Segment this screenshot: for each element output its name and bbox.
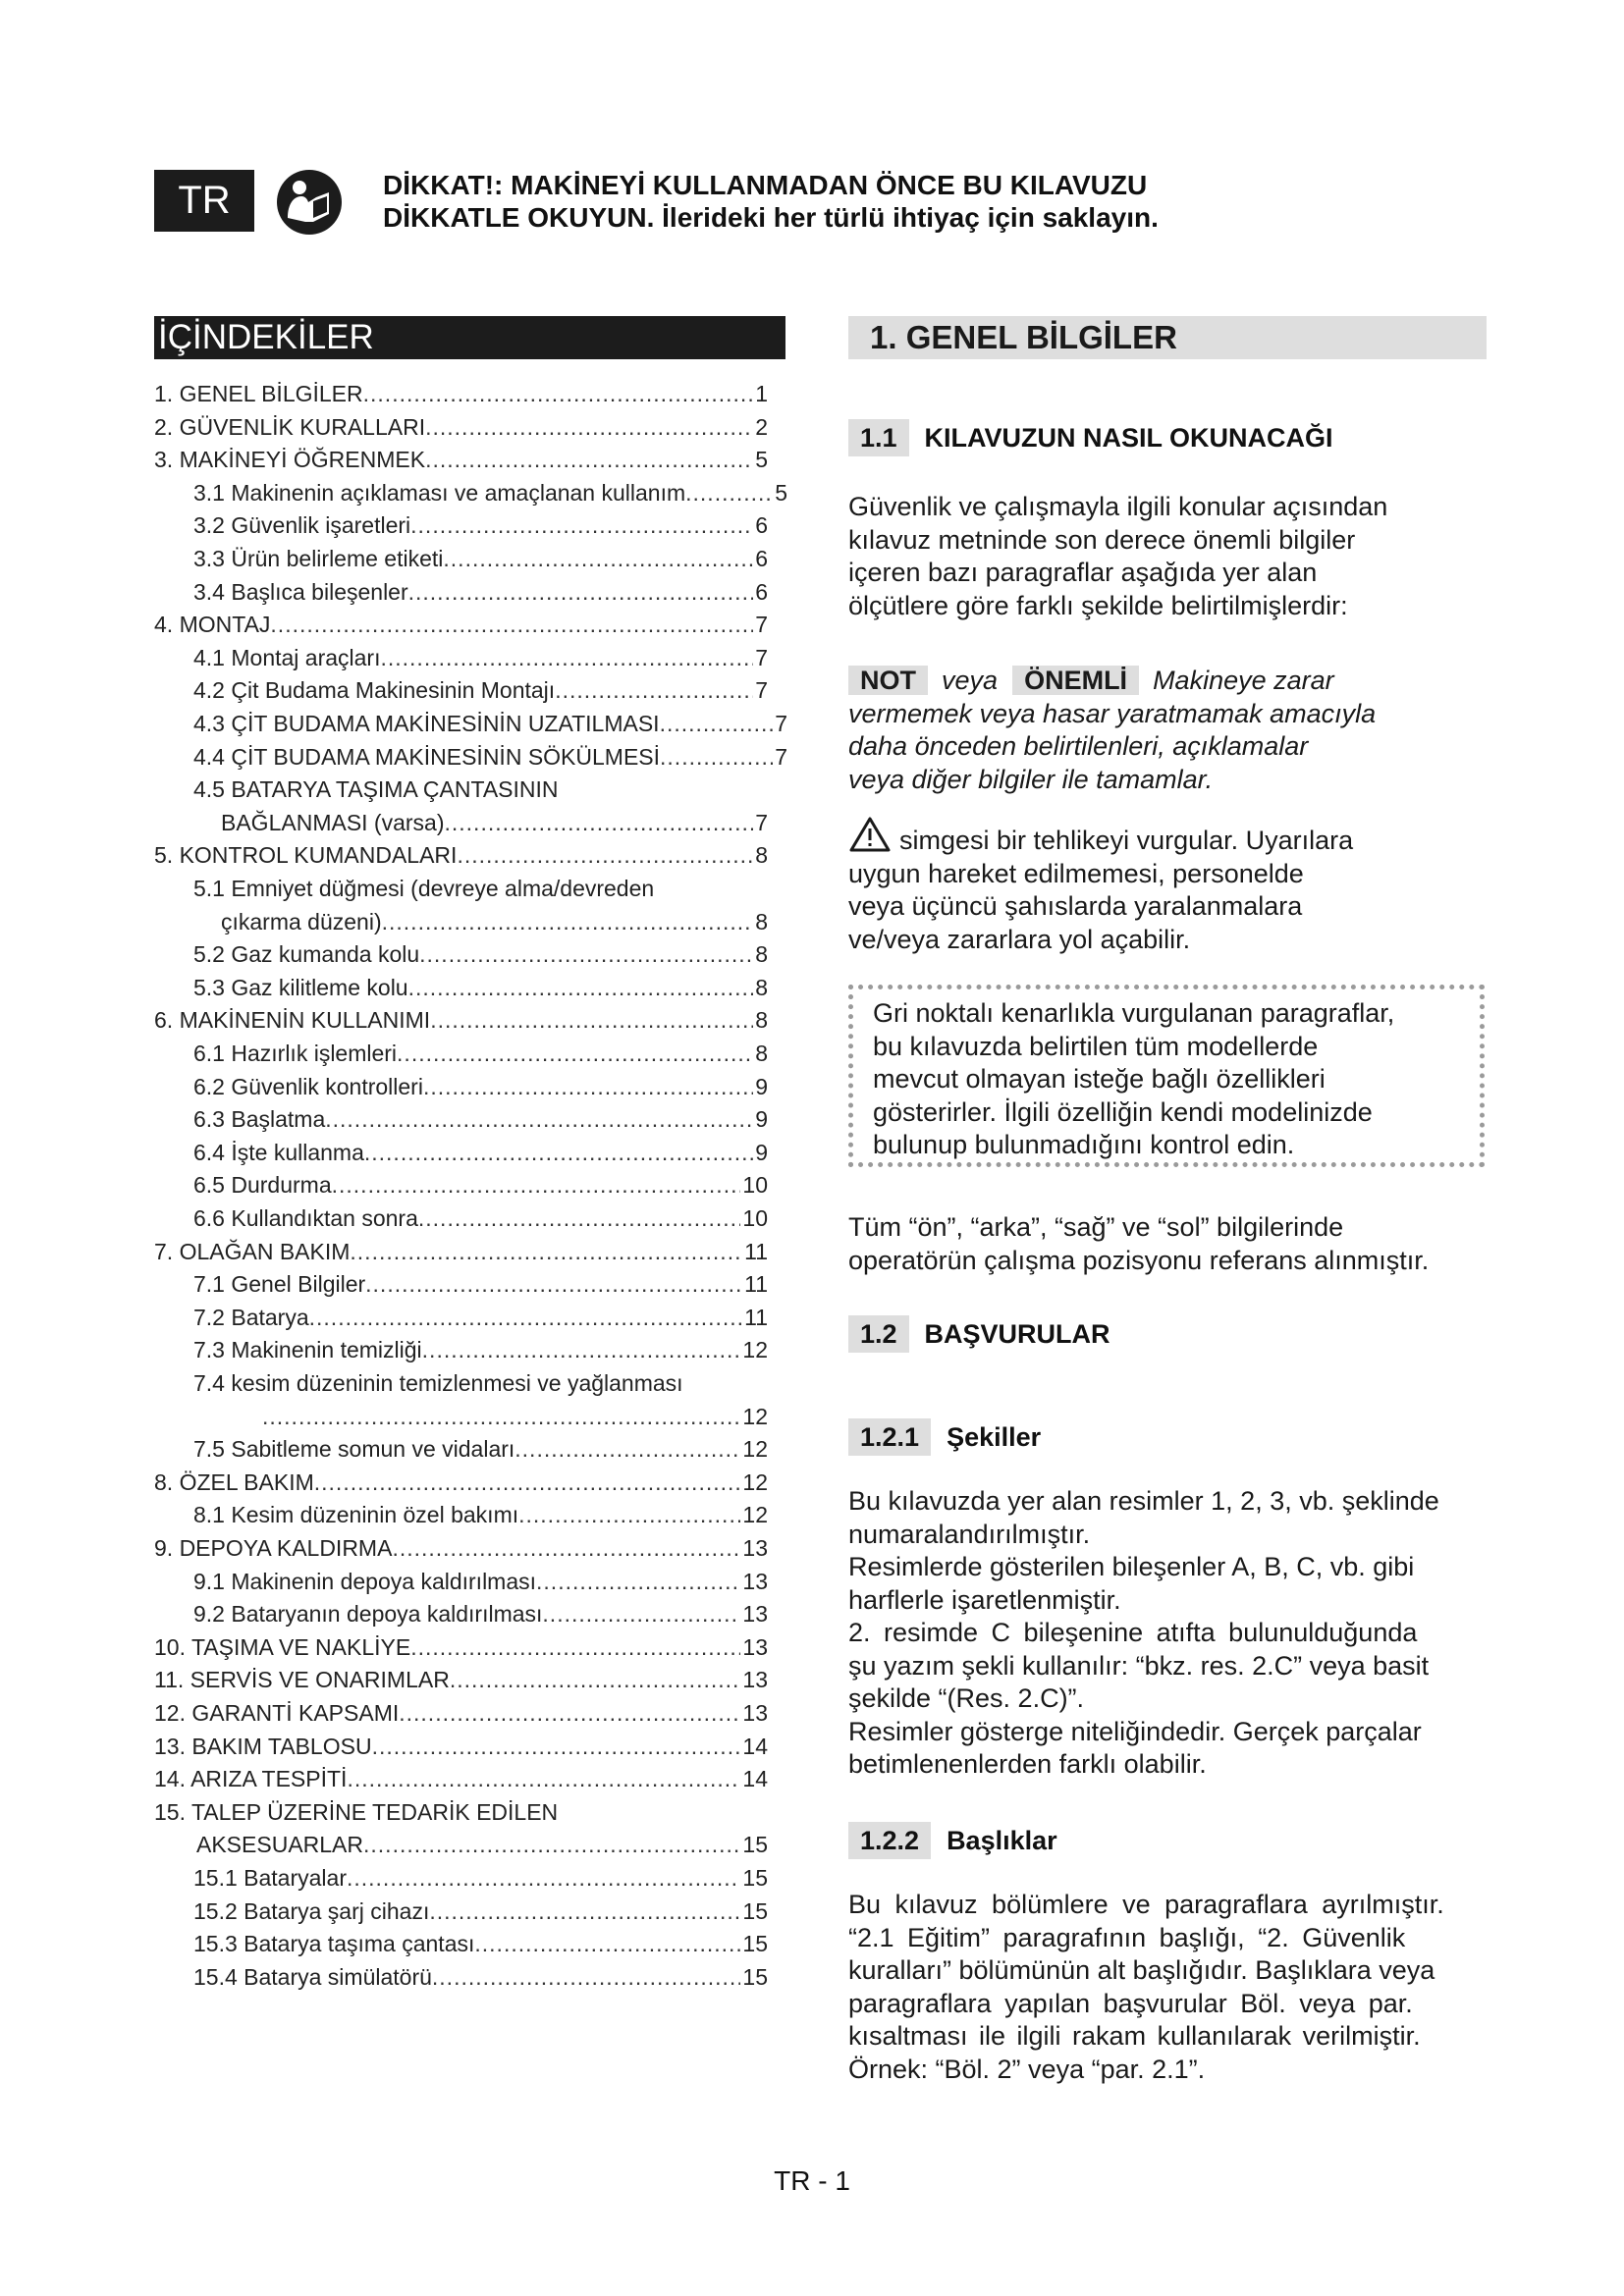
toc-leader-dots <box>474 1931 740 1957</box>
subsection-title: Başlıklar <box>947 1825 1057 1855</box>
toc-leader-dots <box>425 414 753 441</box>
subsection-title: Şekiller <box>947 1421 1042 1452</box>
toc-leader-dots <box>382 909 754 935</box>
toc-entry-page: 8 <box>755 908 768 934</box>
toc-entry-page: 7 <box>755 677 768 704</box>
toc-entry-title: 11. SERVİS VE ONARIMLAR <box>154 1667 450 1693</box>
toc-entry <box>193 776 768 808</box>
toc-entry-page: 9 <box>755 1073 768 1099</box>
toc-entry-page: 6 <box>755 512 768 539</box>
toc-leader-dots <box>262 1404 740 1430</box>
toc-entry-title: 6.4 İşte kullanma <box>193 1139 364 1165</box>
text-line: uygun hareket edilmemesi, personelde <box>848 858 1304 888</box>
text-line: gösterirler. İlgili özelliğin kendi modelinizde <box>873 1096 1373 1127</box>
toc-entry-title: 15.4 Batarya simülatörü <box>193 1963 432 1990</box>
toc-entry-page: 5 <box>775 479 787 506</box>
toc-entry-title: 5.1 Emniyet düğmesi (devreye alma/devreden <box>193 876 655 901</box>
toc-entry-page: 10 <box>742 1172 768 1199</box>
toc-leader-dots <box>397 1041 753 1067</box>
note-paragraph <box>848 665 1487 796</box>
toc-entry-page: 8 <box>755 974 768 1000</box>
header-line-2: DİKKATLE OKUYUN. İlerideki her türlü ihtiyaç için saklayın. <box>383 202 1159 233</box>
toc-title: İÇİNDEKİLER <box>154 316 785 359</box>
toc-leader-dots <box>685 480 773 507</box>
toc-leader-dots <box>270 612 753 638</box>
toc-entry-page: 7 <box>775 711 787 736</box>
toc-entry-title: 14. ARIZA TESPİTİ <box>154 1766 348 1792</box>
toc-entry <box>193 1601 768 1632</box>
toc-entry <box>154 1239 768 1270</box>
text-line: bulunup bulunmadığını kontrol edin. <box>873 1130 1295 1159</box>
header-line-1: DİKKAT!: MAKİNEYİ KULLANMADAN ÖNCE BU KILAVUZU <box>383 170 1148 200</box>
toc-leader-dots <box>410 512 753 539</box>
toc-entry-title: BAĞLANMASI (varsa) <box>221 809 445 835</box>
subsection-1-1-heading <box>848 419 1333 456</box>
text-line: Güvenlik ve çalışmayla ilgili konular açısından <box>848 492 1388 521</box>
text-line: veya üçüncü şahıslarda yaralanmalara <box>848 891 1303 921</box>
toc-entry <box>193 1569 768 1600</box>
toc-entry-title: 3.2 Güvenlik işaretleri <box>193 512 411 539</box>
note-line-1: Makineye zarar <box>1153 666 1334 695</box>
toc-leader-dots <box>429 1898 740 1925</box>
toc-entry-title: 9.2 Bataryanın depoya kaldırılması <box>193 1601 543 1628</box>
toc-entry <box>193 876 768 907</box>
subsection-number: 1.2.1 <box>848 1418 931 1456</box>
toc-entry <box>193 1106 768 1138</box>
toc-entry-page: 13 <box>742 1535 768 1561</box>
text-line: bu kılavuzda belirtilen tüm modellerde <box>873 1031 1319 1061</box>
toc-entry-page: 7 <box>755 612 768 638</box>
toc-entry-title: 6.2 Güvenlik kontrolleri <box>193 1073 423 1099</box>
text-line: ve/veya zararlara yol açabilir. <box>848 924 1191 954</box>
subsection-1-2-2-heading <box>848 1822 1057 1859</box>
toc-entry-page: 8 <box>755 842 768 869</box>
toc-entry-page: 12 <box>742 1502 768 1528</box>
toc-entry-title: 6.1 Hazırlık işlemleri <box>193 1041 398 1066</box>
toc-entry-title: 5. KONTROL KUMANDALARI <box>154 842 458 869</box>
header-warning <box>383 169 1159 234</box>
toc-leader-dots <box>363 381 754 407</box>
toc-entry-page: 7 <box>775 743 787 770</box>
text-line: operatörün çalışma pozisyonu referans alınmıştır. <box>848 1245 1430 1275</box>
toc-entry-page: 15 <box>742 1865 768 1891</box>
toc-leader-dots <box>457 842 753 869</box>
toc-entry-title: 6. MAKİNENİN KULLANIMI <box>154 1007 431 1034</box>
text-line: veya diğer bilgiler ile tamamlar. <box>848 764 1214 794</box>
toc-entry <box>193 711 787 742</box>
toc-leader-dots <box>555 677 753 704</box>
note-tag: NOT <box>848 666 928 695</box>
toc-entry-page: 6 <box>755 546 768 571</box>
toc-leader-dots <box>365 1271 742 1298</box>
toc-entry <box>262 1404 768 1435</box>
toc-entry-title: çıkarma düzeni) <box>221 908 382 934</box>
toc-leader-dots <box>347 1766 740 1792</box>
toc-entry-title: 6.6 Kullandıktan sonra <box>193 1205 418 1231</box>
toc-entry <box>196 1832 768 1863</box>
page-number: TR - 1 <box>774 2165 850 2196</box>
toc-entry <box>154 1535 768 1567</box>
text-line: şu yazım şekli kullanılır: “bkz. res. 2.C” veya basit <box>848 1650 1430 1681</box>
toc-entry <box>193 546 768 577</box>
toc-entry <box>193 1271 768 1303</box>
toc-leader-dots <box>392 1535 740 1562</box>
toc-entry-page: 8 <box>755 1041 768 1066</box>
toc-entry-page: 12 <box>742 1468 768 1495</box>
toc-leader-dots <box>347 1865 740 1892</box>
note-or: veya <box>942 666 999 695</box>
toc-leader-dots <box>518 1502 740 1528</box>
toc-entry-page: 7 <box>755 809 768 835</box>
subsection-title: KILAVUZUN NASIL OKUNACAĞI <box>924 422 1333 453</box>
toc-entry-title: 4. MONTAJ <box>154 612 271 638</box>
toc-entry <box>154 1734 768 1765</box>
toc-entry <box>193 1337 768 1368</box>
toc-entry-title: 7.5 Sabitleme somun ve vidaları <box>193 1436 515 1463</box>
text-line: daha önceden belirtilenleri, açıklamalar <box>848 731 1309 761</box>
toc-entry-title: 3.3 Ürün belirleme etiketi <box>193 546 444 571</box>
toc-entry-page: 8 <box>755 1007 768 1034</box>
toc-entry-title: 7. OLAĞAN BAKIM <box>154 1238 351 1264</box>
warning-line-1: simgesi bir tehlikeyi vurgular. Uyarılara <box>899 826 1354 855</box>
toc-entry <box>154 414 768 446</box>
text-line: kısaltması ile ilgili rakam kullanılarak verilmiştir. <box>848 2021 1421 2051</box>
toc-entry-page: 5 <box>755 447 768 473</box>
toc-entry <box>193 1305 768 1336</box>
toc-leader-dots <box>422 1337 741 1363</box>
toc-entry-title: 7.1 Genel Bilgiler <box>193 1271 366 1298</box>
toc-entry <box>193 1502 768 1533</box>
toc-entry-page: 14 <box>742 1733 768 1759</box>
intro-paragraph <box>848 491 1487 622</box>
toc-entry-title: 5.2 Gaz kumanda kolu <box>193 941 420 968</box>
toc-entry-title: 3.1 Makinenin açıklaması ve amaçlanan kullanım <box>193 479 686 506</box>
toc-entry <box>193 1140 768 1171</box>
section-title: 1. GENEL BİLGİLER <box>848 316 1487 359</box>
text-line: şekilde “(Res. 2.C)”. <box>848 1683 1085 1713</box>
text-line: paragraflara yapılan başvurular Böl. veya par. <box>848 1988 1413 2018</box>
toc-entry <box>154 1007 768 1039</box>
toc-leader-dots <box>364 1140 753 1166</box>
toc-entry-title: 15.2 Batarya şarj cihazı <box>193 1897 430 1924</box>
toc-entry <box>193 1964 768 1996</box>
toc-entry-title: 7.4 kesim düzeninin temizlenmesi ve yağlanması <box>193 1370 683 1396</box>
toc-entry-title: 9.1 Makinenin depoya kaldırılması <box>193 1568 537 1594</box>
toc-leader-dots <box>660 711 774 737</box>
toc-entry-page: 8 <box>755 941 768 968</box>
toc-leader-dots <box>408 579 754 606</box>
toc-entry-title: 15.3 Batarya taşıma çantası <box>193 1931 475 1957</box>
toc-entry <box>154 842 768 874</box>
toc-entry <box>193 1898 768 1930</box>
toc-entry-title: AKSESUARLAR <box>196 1832 364 1858</box>
toc-entry <box>154 1469 768 1501</box>
toc-entry <box>154 1700 768 1732</box>
toc-entry <box>154 1634 768 1666</box>
toc-entry-title: 4.3 ÇİT BUDAMA MAKİNESİNİN UZATILMASI <box>193 711 660 736</box>
toc-entry <box>193 1436 768 1468</box>
toc-entry-title: 10. TAŞIMA VE NAKLİYE <box>154 1633 411 1660</box>
toc-leader-dots <box>445 810 754 836</box>
toc-entry <box>193 941 768 973</box>
toc-entry-page: 13 <box>742 1568 768 1594</box>
toc-entry <box>193 1172 768 1203</box>
toc-entry-title: 9. DEPOYA KALDIRMA <box>154 1535 393 1561</box>
toc-entry <box>193 975 768 1006</box>
toc-entry-title: 8.1 Kesim düzeninin özel bakımı <box>193 1502 519 1528</box>
toc-leader-dots <box>309 1305 742 1331</box>
toc-entry-title: 8. ÖZEL BAKIM <box>154 1468 314 1495</box>
toc-entry <box>154 612 768 643</box>
toc-entry <box>193 1205 768 1237</box>
toc-entry-title: 7.3 Makinenin temizliği <box>193 1337 422 1363</box>
subsection-number: 1.2.2 <box>848 1822 931 1859</box>
toc-leader-dots <box>410 1634 740 1661</box>
toc-leader-dots <box>380 645 753 671</box>
text-line: Tüm “ön”, “arka”, “sağ” ve “sol” bilgilerinde <box>848 1212 1344 1242</box>
toc-entry <box>154 1667 768 1698</box>
important-tag: ÖNEMLİ <box>1012 666 1139 695</box>
toc-leader-dots <box>536 1569 740 1595</box>
toc-entry <box>193 1865 768 1896</box>
text-line: içeren bazı paragraflar aşağıda yer alan <box>848 558 1318 587</box>
toc-entry-page: 12 <box>742 1337 768 1363</box>
warning-paragraph <box>848 816 1487 956</box>
warning-triangle-icon <box>848 816 892 853</box>
text-line: kılavuz metninde son derece önemli bilgiler <box>848 524 1356 555</box>
text-line: betimlenenlerden farklı olabilir. <box>848 1749 1207 1779</box>
toc-entry <box>221 810 768 841</box>
toc-entry-title: 2. GÜVENLİK KURALLARI <box>154 413 426 440</box>
toc-entry-page: 13 <box>742 1601 768 1628</box>
toc-leader-dots <box>430 1007 753 1034</box>
toc-entry <box>221 909 768 940</box>
toc-entry-title: 4.4 ÇİT BUDAMA MAKİNESİNİN SÖKÜLMESİ <box>193 743 661 770</box>
toc-entry-page: 11 <box>744 1271 768 1298</box>
toc-entry-title: 12. GARANTİ KAPSAMI <box>154 1700 400 1726</box>
subsection-number: 1.1 <box>848 419 909 456</box>
text-line: kuralları” bölümünün alt başlığıdır. Başlıklara veya <box>848 1955 1435 1985</box>
toc-entry <box>193 677 768 709</box>
toc-leader-dots <box>399 1700 740 1727</box>
subsection-number: 1.2 <box>848 1315 909 1353</box>
toc-entry-page: 11 <box>744 1238 768 1264</box>
toc-entry <box>193 1074 768 1105</box>
text-line: harflerle işaretlenmiştir. <box>848 1584 1121 1615</box>
text-line: ölçütlere göre farklı şekilde belirtilmişlerdir: <box>848 590 1348 620</box>
toc-entry-title: 4.2 Çit Budama Makinesinin Montajı <box>193 677 556 704</box>
subsection-1-2-1-heading <box>848 1418 1041 1456</box>
text-line: Bu kılavuz bölümlere ve paragraflara ayrılmıştır. <box>848 1890 1444 1919</box>
toc-entry-page: 2 <box>755 413 768 440</box>
toc-entry-page: 10 <box>742 1205 768 1231</box>
toc-entry-page: 15 <box>742 1897 768 1924</box>
optional-features-box <box>848 985 1485 1167</box>
toc-entry-title: 6.5 Durdurma <box>193 1172 332 1199</box>
headings-paragraph <box>848 1889 1487 2086</box>
toc-entry-title: 6.3 Başlatma <box>193 1106 326 1133</box>
toc-leader-dots <box>314 1469 741 1496</box>
toc-entry <box>193 512 768 544</box>
toc-entry-page: 14 <box>742 1766 768 1792</box>
text-line: 2. resimde C bileşenine atıfta bulunulduğunda <box>848 1618 1418 1647</box>
text-line: “2.1 Eğitim” paragrafının başlığı, “2. Güvenlik <box>848 1922 1406 1952</box>
toc-leader-dots <box>660 744 773 771</box>
toc-entry <box>193 1041 768 1072</box>
toc-entry <box>154 1799 768 1831</box>
subsection-1-2-heading <box>848 1315 1110 1353</box>
toc-entry-page: 15 <box>742 1963 768 1990</box>
toc-leader-dots <box>372 1734 741 1760</box>
toc-leader-dots <box>350 1239 742 1265</box>
text-line: Resimlerde gösterilen bileşenler A, B, C, vb. gibi <box>848 1552 1415 1581</box>
text-line: Resimler gösterge niteliğindedir. Gerçek parçalar <box>848 1716 1422 1746</box>
toc-leader-dots <box>432 1964 741 1991</box>
text-line: Bu kılavuzda yer alan resimler 1, 2, 3, vb. şeklinde <box>848 1486 1439 1516</box>
text-line: Örnek: “Böl. 2” veya “par. 2.1”. <box>848 2054 1206 2084</box>
toc-entry-page: 9 <box>755 1139 768 1165</box>
toc-entry-title: 15.1 Bataryalar <box>193 1865 347 1891</box>
toc-entry-title: 1. GENEL BİLGİLER <box>154 381 363 406</box>
figures-paragraph <box>848 1485 1487 1782</box>
text-line: mevcut olmayan isteğe bağlı özellikleri <box>873 1064 1326 1094</box>
toc-entry-page: 13 <box>742 1667 768 1693</box>
text-line: numaralandırılmıştır. <box>848 1519 1091 1549</box>
toc-leader-dots <box>408 975 754 1001</box>
toc-leader-dots <box>332 1172 741 1199</box>
toc-entry <box>193 645 768 676</box>
toc-entry-page: 12 <box>742 1403 768 1429</box>
toc-leader-dots <box>514 1436 740 1463</box>
text-line: Gri noktalı kenarlıkla vurgulanan paragraflar, <box>873 998 1395 1028</box>
toc-entry-title: 15. TALEP ÜZERİNE TEDARİK EDİLEN <box>154 1798 559 1825</box>
toc-leader-dots <box>363 1832 740 1858</box>
toc-entry-title: 7.2 Batarya <box>193 1304 309 1330</box>
toc-entry <box>193 579 768 611</box>
subsection-title: BAŞVURULAR <box>924 1318 1110 1349</box>
language-badge: TR <box>154 170 254 232</box>
toc-leader-dots <box>423 1074 753 1100</box>
toc-entry-page: 12 <box>742 1436 768 1463</box>
toc-entry-title: 5.3 Gaz kilitleme kolu <box>193 974 408 1000</box>
toc-leader-dots <box>425 447 753 473</box>
toc-entry <box>193 1370 768 1402</box>
toc-entry <box>154 1766 768 1797</box>
toc-leader-dots <box>450 1667 741 1693</box>
toc-entry <box>193 744 787 775</box>
toc-entry-title: 4.1 Montaj araçları <box>193 644 381 670</box>
toc-entry-title: 13. BAKIM TABLOSU <box>154 1733 372 1759</box>
toc-entry-page: 7 <box>755 644 768 670</box>
toc-entry-page: 11 <box>744 1304 768 1330</box>
text-line: vermemek veya hasar yaratmamak amacıyla <box>848 698 1377 728</box>
toc-entry <box>154 447 768 478</box>
toc-entry-page: 9 <box>755 1106 768 1133</box>
toc-entry-page: 15 <box>742 1832 768 1858</box>
toc-entry-page: 1 <box>755 381 768 406</box>
toc-leader-dots <box>325 1106 753 1133</box>
toc-entry-page: 13 <box>742 1700 768 1726</box>
toc-entry-page: 13 <box>742 1633 768 1660</box>
toc-leader-dots <box>419 941 753 968</box>
toc-entry-title: 4.5 BATARYA TAŞIMA ÇANTASININ <box>193 776 559 803</box>
toc-leader-dots <box>418 1205 741 1232</box>
toc-leader-dots <box>443 546 753 572</box>
toc-entry-page: 15 <box>742 1931 768 1957</box>
toc-entry-title: 3.4 Başlıca bileşenler <box>193 578 408 605</box>
toc-entry <box>193 1931 768 1962</box>
toc-entry-page: 6 <box>755 578 768 605</box>
toc-entry <box>154 381 768 412</box>
toc-entry <box>193 480 787 511</box>
toc-entry-title: 3. MAKİNEYİ ÖĞRENMEK <box>154 447 426 473</box>
toc-leader-dots <box>542 1601 740 1628</box>
orientation-paragraph <box>848 1211 1487 1277</box>
read-manual-icon <box>276 169 343 236</box>
